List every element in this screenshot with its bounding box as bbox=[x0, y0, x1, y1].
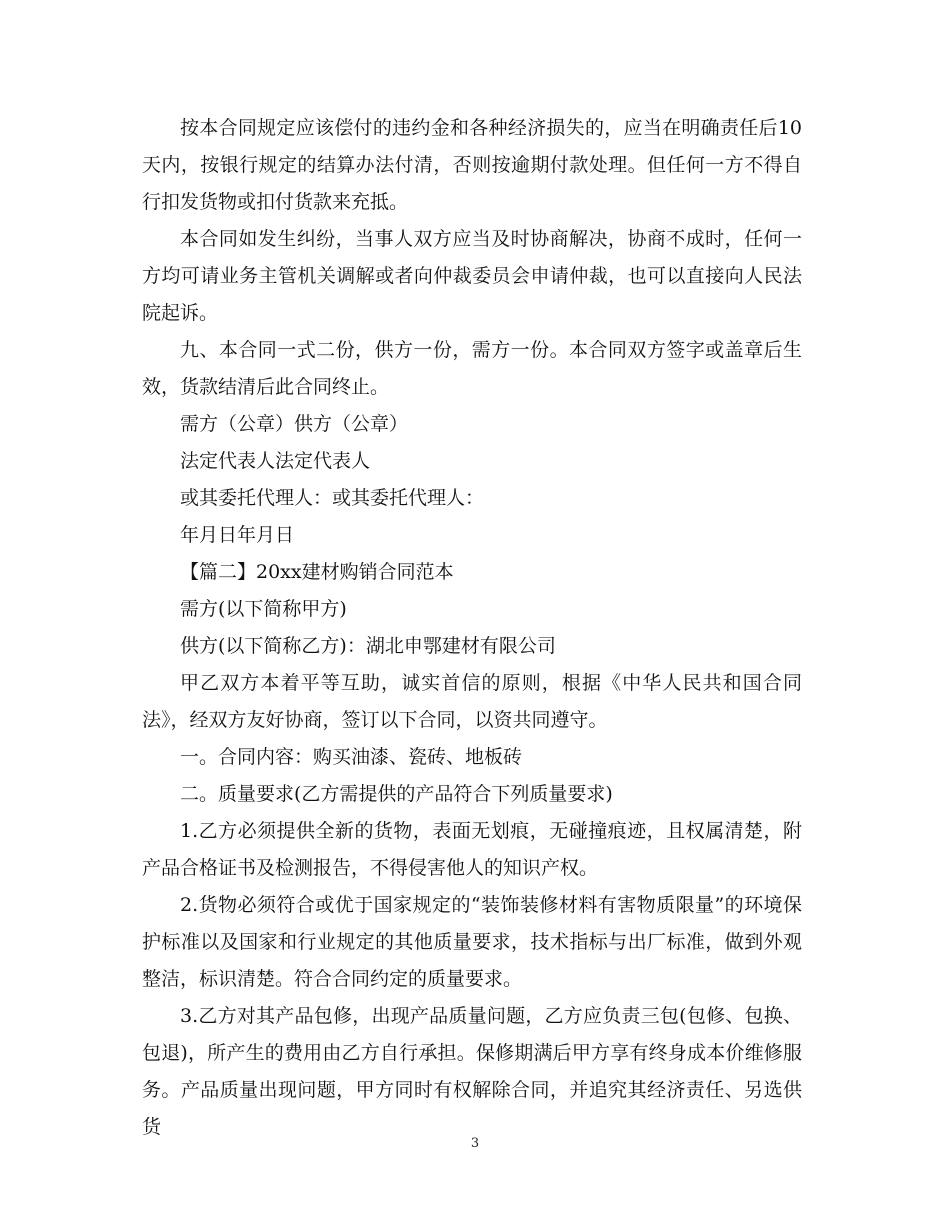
paragraph-dispute-resolution: 本合同如发生纠纷，当事人双方应当及时协商解决，协商不成时，任何一方均可请业务主管机关调解或者向仲裁委员会申请仲裁，也可以直接向人民法院起诉。 bbox=[142, 228, 802, 324]
document-body bbox=[142, 110, 802, 1146]
page-number: 3 bbox=[470, 1136, 480, 1151]
signature-seal-line: 需方（公章）供方（公章） bbox=[180, 413, 409, 435]
clause-quality: 二。质量要求(乙方需提供的产品符合下列质量要求) bbox=[180, 783, 613, 805]
paragraph-liquidated-damages: 按本合同规定应该偿付的违约金和各种经济损失的，应当在明确责任后10天内，按银行规定的结算办法付清，否则按逾期付款处理。但任何一方不得自行扣发货物或扣付货款来充抵。 bbox=[142, 117, 802, 213]
quality-item-3: 3.乙方对其产品包修，出现产品质量问题，乙方应负责三包(包修、包换、包退)，所产生的费用由乙方自行承担。保修期满后甲方享有终身成本价维修服务。产品质量出现问题，甲方同时有权解除合同，并追究其经济责任、另选供货 bbox=[142, 1005, 802, 1138]
signature-agent-line: 或其委托代理人：或其委托代理人： bbox=[180, 487, 485, 509]
party-supplier: 供方(以下简称乙方)：湖北申鄂建材有限公司 bbox=[180, 635, 556, 657]
paragraph-preamble: 甲乙双方本着平等互助，诚实首信的原则，根据《中华人民共和国合同法》，经双方友好协商，签订以下合同，以资共同遵守。 bbox=[142, 672, 802, 731]
quality-item-2: 2.货物必须符合或优于国家规定的“装饰装修材料有害物质限量”的环境保护标准以及国家和行业规定的其他质量要求，技术指标与出厂标准，做到外观整洁，标识清楚。符合合同约定的质量要求。 bbox=[142, 894, 802, 990]
quality-item-1: 1.乙方必须提供全新的货物，表面无划痕，无碰撞痕迹，且权属清楚，附产品合格证书及检测报告，不得侵害他人的知识产权。 bbox=[142, 820, 802, 879]
paragraph-copies: 九、本合同一式二份，供方一份，需方一份。本合同双方签字或盖章后生效，货款结清后此合同终止。 bbox=[142, 339, 802, 398]
section-heading: 【篇二】20xx建材购销合同范本 bbox=[180, 561, 454, 583]
party-buyer: 需方(以下简称甲方) bbox=[180, 598, 347, 620]
signature-date-line: 年月日年月日 bbox=[180, 524, 295, 546]
clause-contents: 一。合同内容：购买油漆、瓷砖、地板砖 bbox=[180, 746, 523, 768]
signature-representative-line: 法定代表人法定代表人 bbox=[180, 450, 371, 472]
